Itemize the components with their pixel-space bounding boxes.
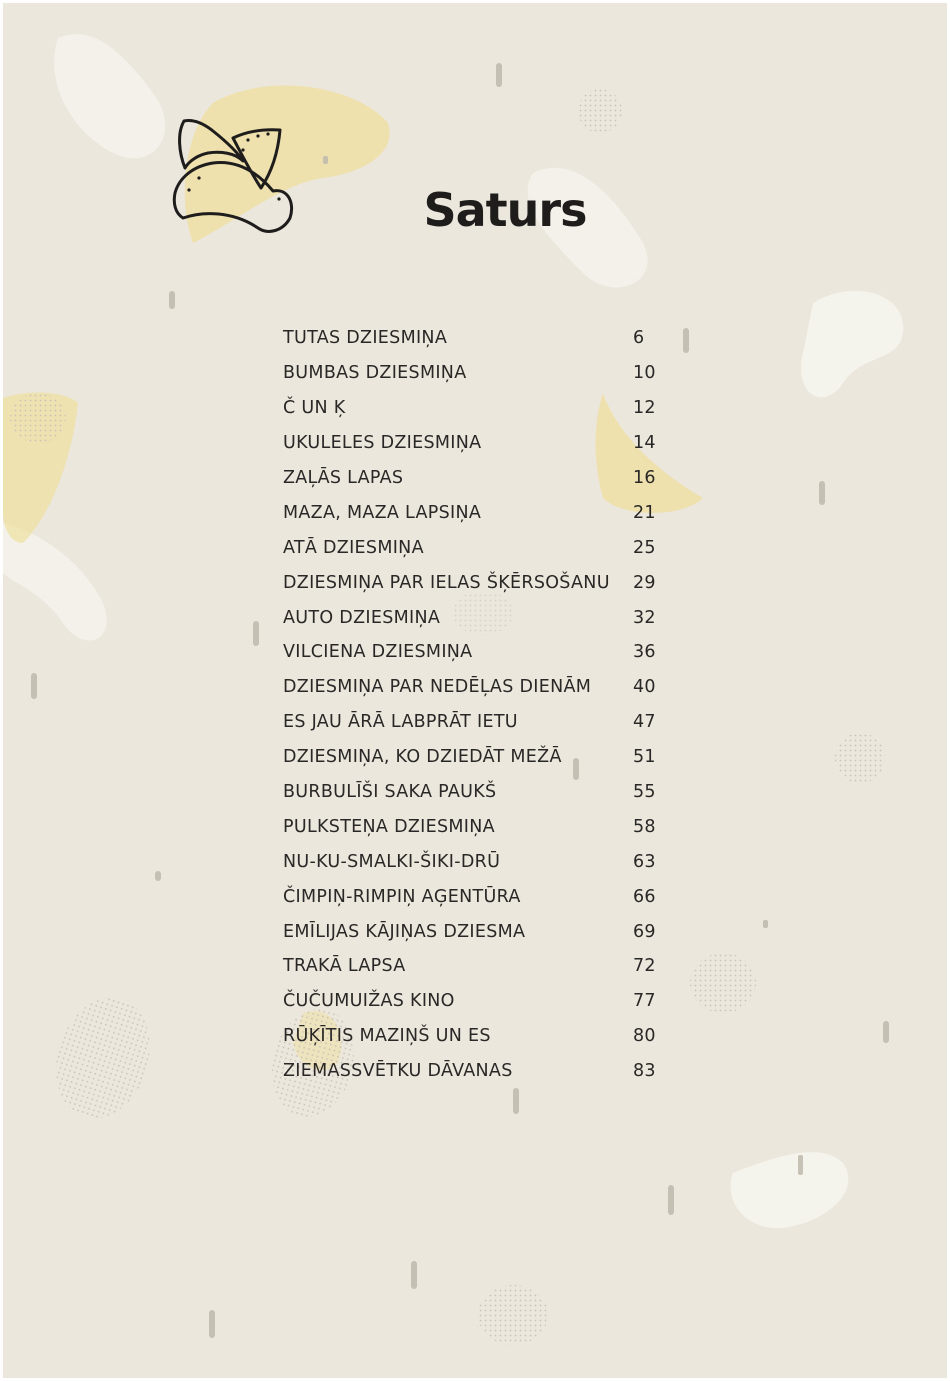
toc-entry[interactable] — [283, 705, 683, 740]
toc-entry-title: PULKSTEŅA DZIESMIŅA — [283, 816, 495, 837]
dotted-blob — [10, 393, 66, 443]
toc-entry-page: 36 — [633, 642, 656, 663]
toc-entry[interactable] — [283, 1054, 683, 1089]
toc-entry-title: ČIMPIŅ-RIMPIŅ AĢENTŪRA — [283, 886, 521, 907]
toc-entry-page: 6 — [633, 328, 645, 349]
toc-entry-page: 32 — [633, 607, 656, 628]
toc-entry[interactable] — [283, 530, 683, 565]
toc-entry-page: 12 — [633, 398, 656, 419]
toc-entry-title: ATĀ DZIESMIŅA — [283, 537, 424, 558]
toc-entry[interactable] — [283, 321, 683, 356]
toc-entry-page: 58 — [633, 816, 656, 837]
toc-entry-title: DZIESMIŅA PAR IELAS ŠĶĒRSOŠANU — [283, 572, 610, 593]
table-of-contents — [283, 321, 683, 1089]
toc-entry[interactable] — [283, 914, 683, 949]
white-blob — [801, 291, 903, 398]
toc-entry[interactable] — [283, 565, 683, 600]
toc-entry-title: RŪĶĪTIS MAZIŅŠ UN ES — [283, 1026, 491, 1047]
page-title — [3, 183, 947, 237]
toc-entry-title: UKULELES DZIESMIŅA — [283, 433, 482, 454]
toc-entry-page: 72 — [633, 956, 656, 977]
toc-entry[interactable] — [283, 984, 683, 1019]
toc-entry-page: 55 — [633, 782, 656, 803]
toc-entry[interactable] — [283, 635, 683, 670]
toc-entry[interactable] — [283, 461, 683, 496]
toc-entry[interactable] — [283, 495, 683, 530]
toc-entry-page: 77 — [633, 991, 656, 1012]
toc-entry-page: 16 — [633, 468, 656, 488]
toc-entry-title: ZAĻĀS LAPAS — [283, 468, 404, 488]
toc-entry-title: NU-KU-SMALKI-ŠIKI-DRŪ — [283, 851, 501, 872]
toc-entry-page: 25 — [633, 537, 656, 558]
toc-entry[interactable] — [283, 1019, 683, 1054]
toc-entry-page: 66 — [633, 886, 656, 907]
toc-entry-page: 40 — [633, 677, 656, 698]
toc-entry-page: 69 — [633, 921, 656, 942]
toc-entry-title: DZIESMIŅA PAR NEDĒĻAS DIENĀM — [283, 677, 592, 698]
toc-entry-page: 80 — [633, 1026, 656, 1047]
toc-entry-title: Č UN Ķ — [283, 398, 346, 419]
toc-entry-page: 29 — [633, 572, 656, 593]
toc-entry-page: 83 — [633, 1061, 656, 1082]
toc-entry[interactable] — [283, 600, 683, 635]
toc-entry[interactable] — [283, 356, 683, 391]
toc-entry-page: 10 — [633, 363, 656, 384]
toc-entry-title: EMĪLIJAS KĀJIŅAS DZIESMA — [283, 921, 526, 942]
toc-entry[interactable] — [283, 426, 683, 461]
toc-entry-page: 14 — [633, 433, 656, 454]
dotted-blob — [835, 733, 885, 783]
toc-entry-page: 47 — [633, 712, 656, 733]
toc-entry[interactable] — [283, 844, 683, 879]
dotted-blob — [41, 985, 165, 1131]
toc-entry[interactable] — [283, 670, 683, 705]
dotted-blob — [478, 1285, 548, 1345]
toc-entry[interactable] — [283, 949, 683, 984]
dotted-blob — [690, 953, 756, 1013]
toc-entry[interactable] — [283, 740, 683, 775]
white-blob — [730, 1152, 848, 1228]
toc-entry-title: TUTAS DZIESMIŅA — [283, 328, 448, 349]
toc-entry-page: 21 — [633, 502, 656, 523]
toc-entry-title: DZIESMIŅA, KO DZIEDĀT MEŽĀ — [283, 747, 562, 768]
toc-entry-page: 63 — [633, 851, 656, 872]
toc-entry-title: VILCIENA DZIESMIŅA — [283, 642, 473, 663]
toc-entry-title: BUMBAS DZIESMIŅA — [283, 363, 467, 384]
toc-entry-title: MAZA, MAZA LAPSIŅA — [283, 502, 482, 523]
dotted-blob — [578, 89, 622, 133]
toc-entry-title: ČUČUMUIŽAS KINO — [283, 991, 455, 1012]
toc-entry-title: BURBULĪŠI SAKA PAUKŠ — [283, 782, 497, 803]
page — [3, 3, 947, 1378]
toc-entry-page: 51 — [633, 747, 656, 768]
toc-entry[interactable] — [283, 809, 683, 844]
toc-entry[interactable] — [283, 391, 683, 426]
toc-entry-title: ES JAU ĀRĀ LABPRĀT IETU — [283, 712, 518, 733]
toc-entry[interactable] — [283, 879, 683, 914]
toc-entry-title: ZIEMASSVĒTKU DĀVANAS — [283, 1061, 513, 1082]
toc-entry-title: TRAKĀ LAPSA — [283, 956, 406, 977]
page-title-text: Saturs — [423, 183, 587, 237]
white-blob — [54, 34, 165, 158]
toc-entry[interactable] — [283, 775, 683, 810]
toc-entry-title: AUTO DZIESMIŅA — [283, 607, 441, 628]
